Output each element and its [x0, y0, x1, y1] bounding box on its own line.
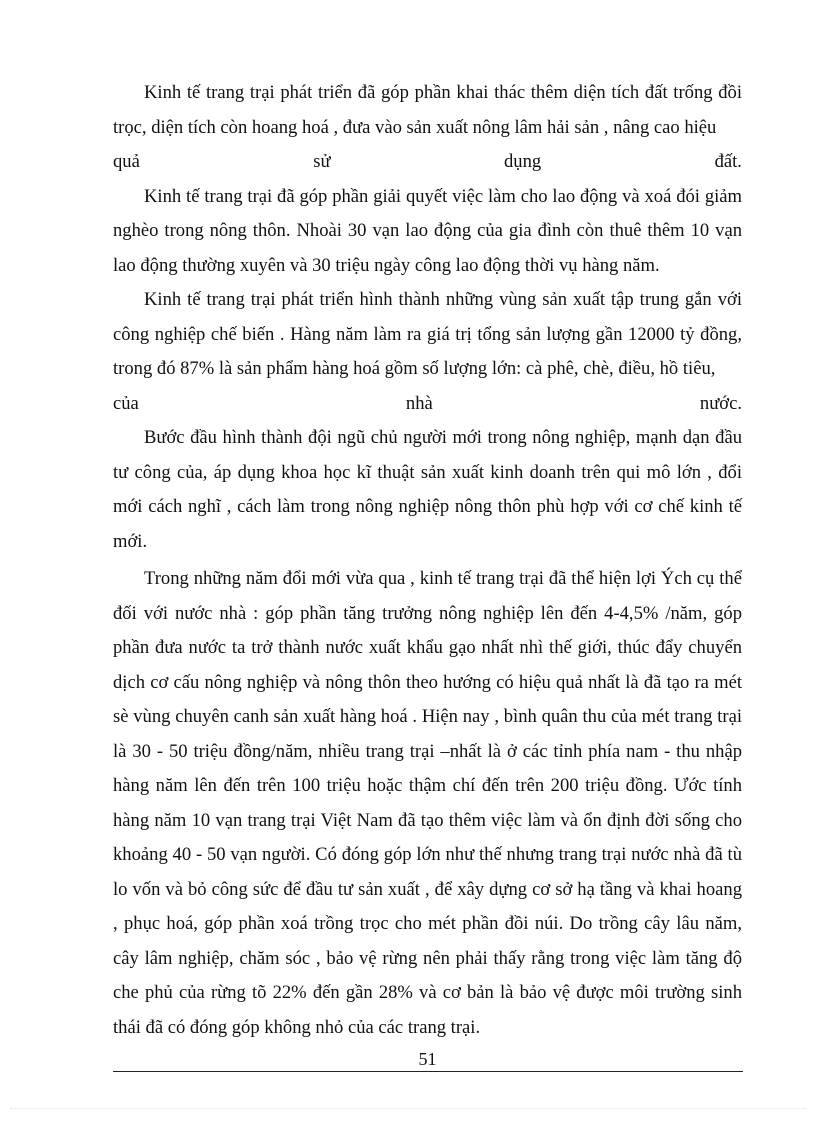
- paragraph-production-zones-last-line: [113, 387, 742, 422]
- paragraph-production-zones: Kinh tế trang trại phát triển hình thành những vùng sản xuất tập trung gắn với công nghiệp chế biến . Hàng năm làm ra giá trị tổng sản lượng gần 12000 tỷ đồng, trong đó 87% là sản phẩm hàng hoá gồm số lượng lớn: cà phê, chè, điều, hồ tiêu,: [113, 289, 742, 379]
- paragraph-land-use-last-line: [113, 145, 742, 180]
- spread-word: quả: [113, 151, 140, 172]
- spread-word: nhà: [405, 392, 433, 414]
- footer-divider: [113, 1071, 743, 1072]
- paragraph-new-farmers: Bước đầu hình thành đội ngũ chủ người mới trong nông nghiệp, mạnh dạn đầu tư công của, áp dụng khoa học kĩ thuật sản xuất kinh doanh trên qui mô lớn , đổi mới cách nghĩ , cách làm trong nông nghiệp nông thôn phù hợp với cơ chế kinh tế mới.: [113, 427, 742, 552]
- spread-word: đất.: [714, 151, 742, 172]
- paragraph-employment: Kinh tế trang trại đã góp phần giải quyết việc làm cho lao động và xoá đói giảm nghèo trong nông thôn. Nhoài 30 vạn lao động của gia đình còn thuê thêm 10 vạn lao động thường xuyên và 30 triệu ngày công lao động thời vụ hàng năm.: [113, 185, 742, 276]
- page-edge-divider: [10, 1108, 806, 1109]
- paragraph-reform-benefits: Trong những năm đổi mới vừa qua , kinh tế trang trại đã thể hiện lợi Ých cụ thể đối với nước nhà : góp phần tăng trưởng nông nghiệp lên đến 4-4,5% /năm, góp phần đưa nước ta trở thành nước xuất khẩu gạo nhất nhì thế giới, thúc đẩy chuyển dịch cơ cấu nông nghiệp và nông thôn theo hướng có hiệu quả nhất là đã tạo ra mét sè vùng chuyên canh sản xuất hàng hoá . Hiện nay , bình quân thu của mét trang trại là 30 - 50 triệu đồng/năm, nhiều trang trại –nhất là ở các tỉnh phía nam - thu nhập hàng năm lên đến trên 100 triệu hoặc thậm chí đến trên 200 triệu đồng. Ước tính hàng năm 10 vạn trang trại Việt Nam đã tạo thêm việc làm và ổn định đời sống cho khoảng 40 - 50 vạn người. Có đóng góp lớn như thế nhưng trang trại nước nhà đã tù lo vốn và bỏ công sức để đầu tư sản xuất , để xây dựng cơ sở hạ tầng và khai hoang , phục hoá, góp phần xoá trồng trọc cho mét phần đồi núi. Do trồng cây lâu năm, cây lâm nghiệp, chăm sóc , bảo vệ rừng nên phải thấy rằng trong việc làm tăng độ che phủ của rừng tõ 22% đến gần 28% và cơ bản là bảo vệ được môi trường sinh thái đã có đóng góp không nhỏ của các trang trại.: [113, 568, 742, 1038]
- spread-word: sử: [313, 151, 331, 172]
- spread-word: dụng: [504, 151, 542, 172]
- page-number: 51: [418, 1049, 437, 1069]
- spread-word: nước.: [699, 392, 742, 414]
- spread-word: của: [113, 392, 139, 414]
- document-body: [113, 76, 742, 1045]
- paragraph-land-use: Kinh tế trang trại phát triển đã góp phần khai thác thêm diện tích đất trống đồi trọc, diện tích còn hoang hoá , đưa vào sản xuất nông lâm hải sản , nâng cao hiệu: [113, 82, 742, 138]
